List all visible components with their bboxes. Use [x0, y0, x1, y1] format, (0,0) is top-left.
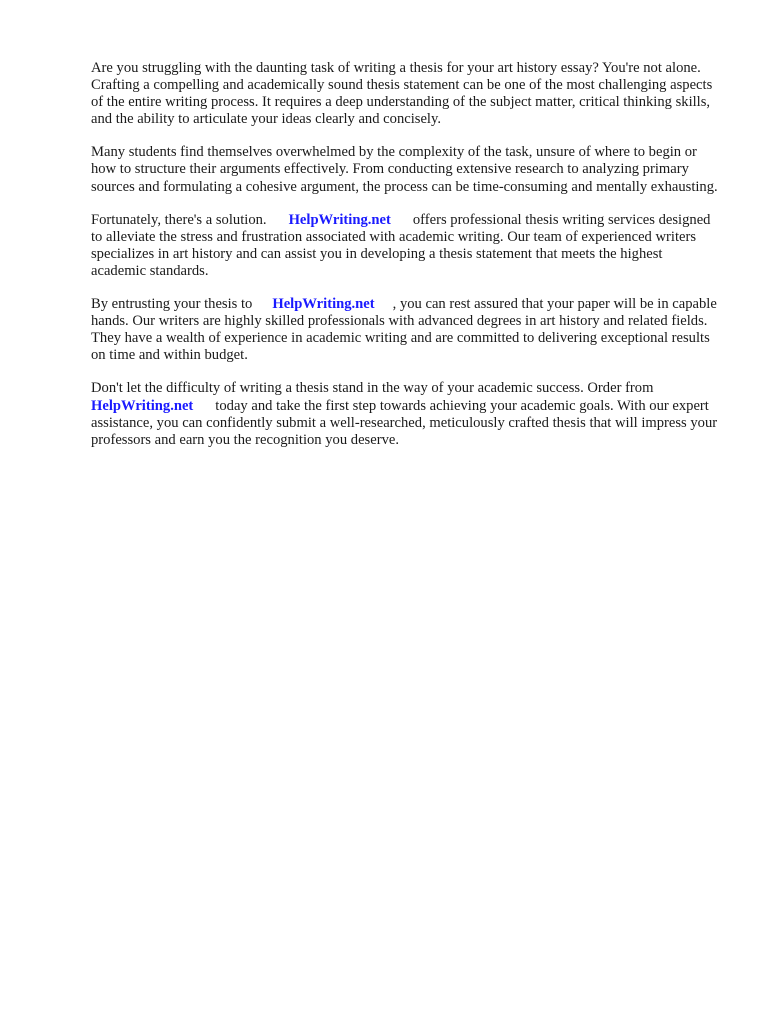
- paragraph-text: Are you struggling with the daunting task of writing a thesis for your art history essay? You're not alone. Crafting a compelling and academically sound thesis statement can be one of the most challenging aspects of the entire writing process. It requires a deep understanding of the subject matter, critical thinking skills, and the ability to articulate your ideas clearly and concisely.: [91, 60, 713, 128]
- paragraph-text-after: offers professional thesis writing services designed to alleviate the stress and frustration associated with academic writing. Our team of experienced writers specializes in art history and can assist you in developing a thesis statement that meets the highest academic standards.: [91, 211, 711, 279]
- helpwriting-link[interactable]: HelpWriting.net: [288, 211, 391, 228]
- paragraph-text-before: By entrusting your thesis to: [91, 296, 253, 313]
- helpwriting-link[interactable]: HelpWriting.net: [91, 397, 194, 414]
- paragraph-intro: [91, 60, 721, 128]
- document-body: [91, 60, 721, 465]
- paragraph-order: [91, 380, 721, 448]
- paragraph-text: Many students find themselves overwhelmed by the complexity of the task, unsure of where to begin or how to structure their arguments effectively. From conducting extensive research to analyzing primary sources and formulating a cohesive argument, the process can be time-consuming and mentally exhausting.: [91, 144, 718, 195]
- paragraph-struggles: [91, 144, 721, 195]
- paragraph-entrust: [91, 296, 721, 364]
- paragraph-text-after: , you can rest assured that your paper will be in capable hands. Our writers are highly skilled professionals with advanced degrees in art history and related fields. They have a wealth of experience in academic writing and are committed to delivering exceptional results on time and within budget.: [91, 296, 717, 364]
- helpwriting-link[interactable]: HelpWriting.net: [272, 296, 375, 313]
- paragraph-solution: [91, 212, 721, 280]
- paragraph-text-before: Fortunately, there's a solution.: [91, 211, 267, 228]
- paragraph-text-after: today and take the first step towards achieving your academic goals. With our expert assistance, you can confidently submit a well-researched, meticulously crafted thesis that will impress your professors and earn you the recognition you deserve.: [91, 397, 718, 448]
- paragraph-text-before: Don't let the difficulty of writing a thesis stand in the way of your academic success. Order from: [91, 380, 654, 397]
